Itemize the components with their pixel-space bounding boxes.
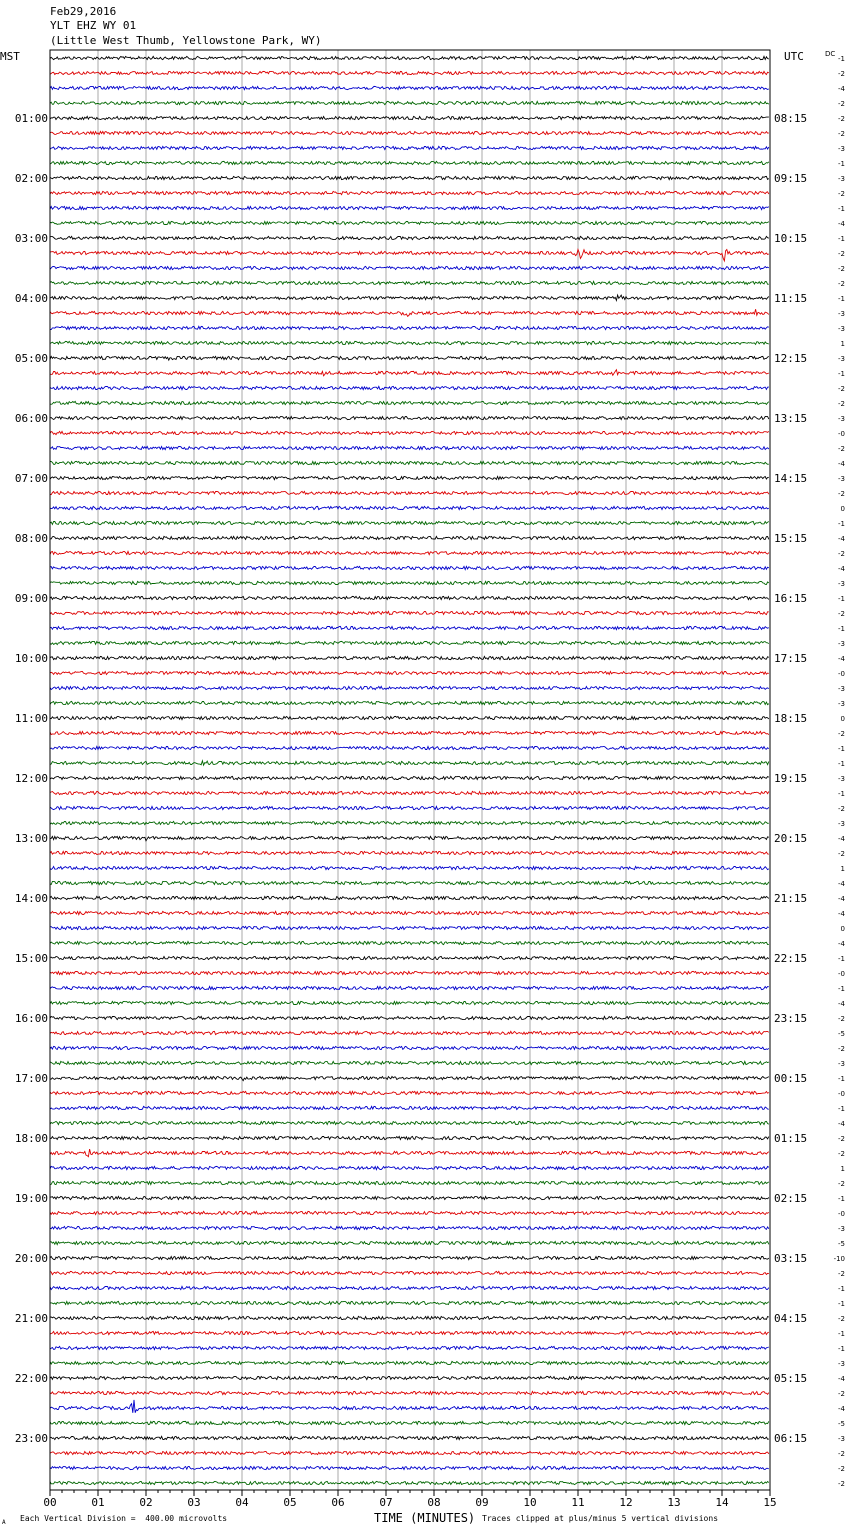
dc-offset-label: -2 (838, 70, 845, 78)
dc-offset-label: -4 (838, 460, 845, 468)
trace-line-42 (50, 686, 769, 689)
dc-offset-label: -3 (838, 1435, 845, 1443)
utc-hour-label: 20:15 (774, 832, 808, 845)
dc-offset-label: -2 (838, 1450, 845, 1458)
trace-line-10 (50, 206, 769, 209)
dc-offset-label: -4 (838, 1375, 845, 1383)
dc-offset-label: -1 (838, 1195, 845, 1203)
dc-offset-label: -0 (838, 1210, 845, 1218)
trace-line-19 (50, 341, 769, 344)
trace-line-45 (50, 731, 769, 734)
dc-offset-label: -4 (838, 895, 845, 903)
utc-hour-label: 05:15 (774, 1372, 808, 1385)
dc-offset-label: -3 (838, 700, 845, 708)
trace-line-13 (50, 250, 769, 261)
trace-line-77 (50, 1211, 769, 1214)
x-tick-label: 13 (667, 1496, 681, 1509)
trace-line-89 (50, 1391, 769, 1394)
seismic-traces (50, 56, 769, 1484)
dc-offset-label: -3 (838, 640, 845, 648)
trace-line-9 (50, 191, 769, 194)
mst-hour-label: 18:00 (14, 1132, 48, 1145)
trace-line-16 (50, 295, 769, 300)
utc-hour-label: 22:15 (774, 952, 808, 965)
dc-offset-label: -1 (838, 625, 845, 633)
dc-offset-label: -2 (838, 1315, 845, 1323)
station-location: (Little West Thumb, Yellowstone Park, WY) (50, 34, 322, 47)
dc-offset-label: -1 (838, 745, 845, 753)
trace-line-34 (50, 566, 769, 569)
trace-line-92 (50, 1436, 769, 1439)
dc-offset-label: -2 (838, 730, 845, 738)
trace-line-94 (50, 1466, 769, 1469)
trace-line-36 (50, 596, 769, 599)
trace-line-74 (50, 1166, 769, 1169)
dc-offset-label: -4 (838, 835, 845, 843)
dc-offset-label: -0 (838, 1090, 845, 1098)
dc-offset-label: -2 (838, 265, 845, 273)
utc-hour-label: 17:15 (774, 652, 808, 665)
dc-offset-label: -2 (838, 1015, 845, 1023)
mst-hour-label: 03:00 (14, 232, 48, 245)
dc-offset-label: -2 (838, 400, 845, 408)
utc-hour-label: 02:15 (774, 1192, 808, 1205)
dc-offset-label: -2 (838, 850, 845, 858)
trace-line-86 (50, 1346, 769, 1349)
dc-offset-label: -2 (838, 1390, 845, 1398)
utc-hour-label: 08:15 (774, 112, 808, 125)
dc-offset-label: -4 (838, 1000, 845, 1008)
dc-offset-label: -4 (838, 940, 845, 948)
trace-line-47 (50, 761, 769, 765)
utc-hour-label: 16:15 (774, 592, 808, 605)
dc-offset-label: -1 (838, 595, 845, 603)
dc-offset-label: -2 (838, 100, 845, 108)
trace-line-30 (50, 506, 769, 509)
trace-line-93 (50, 1451, 769, 1454)
dc-offset-label: -2 (838, 280, 845, 288)
dc-offset-label: -1 (838, 55, 845, 63)
trace-line-53 (50, 851, 769, 854)
trace-line-75 (50, 1181, 769, 1184)
trace-line-48 (50, 776, 769, 779)
station-id: YLT EHZ WY 01 (50, 19, 137, 32)
dc-offset-label: -1 (838, 160, 845, 168)
trace-line-35 (50, 581, 769, 584)
mst-hour-label: 07:00 (14, 472, 48, 485)
trace-line-91 (50, 1421, 769, 1424)
dc-offset-label: -3 (838, 325, 845, 333)
mst-hour-label: 04:00 (14, 292, 48, 305)
mst-hour-label: 05:00 (14, 352, 48, 365)
x-tick-label: 11 (571, 1496, 585, 1509)
dc-offset-label: -0 (838, 970, 845, 978)
trace-line-37 (50, 611, 769, 614)
dc-offset-label: -0 (838, 670, 845, 678)
dc-offset-label: -2 (838, 490, 845, 498)
trace-line-1 (50, 71, 769, 74)
trace-line-0 (50, 56, 769, 59)
dc-offset-label: -1 (838, 760, 845, 768)
trace-line-84 (50, 1316, 769, 1319)
trace-line-50 (50, 806, 769, 809)
utc-hour-label: 09:15 (774, 172, 808, 185)
dc-offset-label: -2 (838, 805, 845, 813)
dc-offset-label: -3 (838, 145, 845, 153)
x-tick-label: 08 (427, 1496, 441, 1509)
trace-line-88 (50, 1376, 769, 1379)
dc-offset-label: -2 (838, 1045, 845, 1053)
dc-offset-label: -2 (838, 130, 845, 138)
dc-offset-label: -0 (838, 430, 845, 438)
x-tick-label: 02 (139, 1496, 153, 1509)
chart-date: Feb29,2016 (50, 5, 117, 18)
x-tick-label: 10 (523, 1496, 537, 1509)
x-tick-label: 06 (331, 1496, 345, 1509)
trace-line-14 (50, 266, 769, 269)
scale-note: Each Vertical Division = 400.00 microvolts (20, 1514, 228, 1523)
mst-hour-label: 10:00 (14, 652, 48, 665)
trace-line-55 (50, 881, 769, 884)
dc-offset-label: -1 (838, 520, 845, 528)
trace-line-17 (50, 309, 769, 316)
dc-offset-label: -2 (838, 250, 845, 258)
trace-line-7 (50, 161, 769, 164)
trace-line-61 (50, 971, 769, 974)
trace-line-81 (50, 1271, 769, 1274)
x-axis-ticks (43, 1490, 776, 1509)
dc-offset-label: -1 (838, 1075, 845, 1083)
x-tick-label: 04 (235, 1496, 249, 1509)
corner-mark: A (2, 1519, 6, 1526)
trace-line-95 (50, 1481, 769, 1484)
trace-line-12 (50, 236, 769, 239)
trace-line-27 (50, 461, 769, 464)
trace-line-43 (50, 701, 769, 704)
mst-hour-label: 15:00 (14, 952, 48, 965)
dc-offset-label: -4 (838, 880, 845, 888)
dc-offset-label: -5 (838, 1240, 845, 1248)
dc-offset-label: -2 (838, 610, 845, 618)
trace-line-69 (50, 1091, 769, 1094)
utc-hour-label: 04:15 (774, 1312, 808, 1325)
utc-hour-label: 01:15 (774, 1132, 808, 1145)
mst-hour-label: 11:00 (14, 712, 48, 725)
utc-axis-label: UTC (784, 50, 804, 63)
trace-line-62 (50, 986, 769, 989)
trace-line-22 (50, 386, 769, 389)
utc-hour-label: 21:15 (774, 892, 808, 905)
dc-offset-label: -4 (838, 85, 845, 93)
mst-hour-label: 06:00 (14, 412, 48, 425)
dc-offset-label: -1 (838, 295, 845, 303)
dc-offset-label: -3 (838, 415, 845, 423)
trace-line-52 (50, 836, 769, 840)
dc-offset-label: -4 (838, 1120, 845, 1128)
dc-offset-label: -4 (838, 565, 845, 573)
mst-hour-label: 22:00 (14, 1372, 48, 1385)
trace-line-4 (50, 116, 769, 119)
mst-hour-label: 20:00 (14, 1252, 48, 1265)
trace-line-68 (50, 1076, 769, 1080)
trace-line-3 (50, 101, 769, 104)
trace-line-39 (50, 641, 769, 644)
dc-offset-label: 0 (840, 715, 845, 723)
trace-line-33 (50, 551, 769, 554)
utc-hour-labels (774, 112, 807, 1445)
dc-offset-label: -5 (838, 1030, 845, 1038)
mst-hour-label: 23:00 (14, 1432, 48, 1445)
dc-offset-label: -5 (838, 1420, 845, 1428)
dc-offset-label: -2 (838, 1135, 845, 1143)
dc-offset-label: -4 (838, 535, 845, 543)
dc-offset-label: -2 (838, 1150, 845, 1158)
utc-hour-label: 14:15 (774, 472, 808, 485)
dc-offset-label: 1 (840, 1165, 845, 1173)
trace-line-31 (50, 521, 769, 524)
mst-hour-label: 19:00 (14, 1192, 48, 1205)
dc-offset-label: 1 (840, 340, 845, 348)
mst-hour-label: 16:00 (14, 1012, 48, 1025)
dc-header-label: DC (825, 50, 836, 58)
trace-line-85 (50, 1331, 769, 1334)
dc-offset-label: -4 (838, 1405, 845, 1413)
trace-line-56 (50, 896, 769, 899)
trace-line-70 (50, 1106, 769, 1109)
dc-offset-label: -1 (838, 205, 845, 213)
trace-line-63 (50, 1001, 769, 1004)
trace-line-66 (50, 1046, 769, 1049)
dc-offset-label: -1 (838, 790, 845, 798)
trace-line-71 (50, 1121, 769, 1124)
dc-offset-label: -1 (838, 1105, 845, 1113)
dc-offset-label: -2 (838, 1270, 845, 1278)
trace-line-60 (50, 956, 769, 959)
trace-line-29 (50, 491, 769, 494)
dc-offset-label: -4 (838, 220, 845, 228)
x-tick-label: 15 (763, 1496, 777, 1509)
utc-hour-label: 00:15 (774, 1072, 808, 1085)
dc-offset-label: -3 (838, 820, 845, 828)
mst-hour-label: 17:00 (14, 1072, 48, 1085)
trace-line-28 (50, 476, 769, 479)
dc-offset-label: -4 (838, 655, 845, 663)
dc-offset-label: -2 (838, 385, 845, 393)
dc-offset-label: -2 (838, 190, 845, 198)
utc-hour-label: 13:15 (774, 412, 808, 425)
dc-offset-label: -3 (838, 355, 845, 363)
trace-line-72 (50, 1136, 769, 1139)
trace-line-32 (50, 536, 769, 539)
dc-offset-label: -3 (838, 685, 845, 693)
mst-axis-label: MST (0, 50, 20, 63)
trace-line-6 (50, 146, 769, 149)
trace-line-90 (50, 1400, 769, 1413)
clip-note: Traces clipped at plus/minus 5 vertical divisions (482, 1514, 719, 1523)
utc-hour-label: 23:15 (774, 1012, 808, 1025)
mst-hour-label: 21:00 (14, 1312, 48, 1325)
trace-line-51 (50, 821, 769, 824)
trace-line-73 (50, 1149, 769, 1157)
trace-line-67 (50, 1061, 769, 1064)
trace-line-23 (50, 401, 769, 404)
trace-line-59 (50, 941, 769, 944)
dc-offset-label: 1 (840, 865, 845, 873)
dc-offset-label: -3 (838, 310, 845, 318)
trace-line-83 (50, 1301, 769, 1304)
dc-offset-label: -3 (838, 1060, 845, 1068)
x-tick-label: 01 (91, 1496, 105, 1509)
trace-line-11 (50, 221, 769, 224)
x-tick-label: 03 (187, 1496, 201, 1509)
trace-line-41 (50, 671, 769, 674)
utc-hour-label: 10:15 (774, 232, 808, 245)
dc-offset-label: -3 (838, 775, 845, 783)
mst-hour-label: 14:00 (14, 892, 48, 905)
trace-line-80 (50, 1256, 769, 1259)
dc-offset-label: -2 (838, 1480, 845, 1488)
dc-offset-label: -1 (838, 1285, 845, 1293)
dc-offset-labels (834, 55, 846, 1488)
dc-offset-label: -1 (838, 985, 845, 993)
x-axis-title: TIME (MINUTES) (374, 1511, 476, 1525)
mst-hour-label: 09:00 (14, 592, 48, 605)
dc-offset-label: -10 (833, 1255, 845, 1263)
utc-hour-label: 06:15 (774, 1432, 808, 1445)
trace-line-40 (50, 656, 769, 659)
trace-line-20 (50, 356, 769, 360)
x-tick-label: 05 (283, 1496, 297, 1509)
utc-hour-label: 03:15 (774, 1252, 808, 1265)
trace-line-5 (50, 131, 769, 134)
dc-offset-label: -2 (838, 1465, 845, 1473)
trace-line-82 (50, 1286, 769, 1289)
x-tick-label: 12 (619, 1496, 633, 1509)
trace-line-57 (50, 911, 769, 914)
dc-offset-label: -4 (838, 910, 845, 918)
dc-offset-label: -1 (838, 955, 845, 963)
trace-line-2 (50, 86, 769, 89)
dc-offset-label: -3 (838, 1225, 845, 1233)
dc-offset-label: -2 (838, 1180, 845, 1188)
dc-offset-label: -1 (838, 1300, 845, 1308)
trace-line-44 (50, 716, 769, 719)
utc-hour-label: 15:15 (774, 532, 808, 545)
trace-line-76 (50, 1196, 769, 1199)
dc-offset-label: -1 (838, 235, 845, 243)
utc-hour-label: 11:15 (774, 292, 808, 305)
dc-offset-label: 0 (840, 925, 845, 933)
dc-offset-label: -2 (838, 445, 845, 453)
mst-hour-label: 13:00 (14, 832, 48, 845)
dc-offset-label: -3 (838, 475, 845, 483)
mst-hour-label: 01:00 (14, 112, 48, 125)
trace-line-26 (50, 446, 769, 449)
trace-line-24 (50, 416, 769, 419)
mst-hour-label: 08:00 (14, 532, 48, 545)
x-tick-label: 09 (475, 1496, 489, 1509)
dc-offset-label: -1 (838, 370, 845, 378)
trace-line-49 (50, 791, 769, 794)
dc-offset-label: -3 (838, 1360, 845, 1368)
x-tick-label: 00 (43, 1496, 57, 1509)
dc-offset-label: -3 (838, 175, 845, 183)
trace-line-25 (50, 431, 769, 434)
trace-line-54 (50, 866, 769, 869)
trace-line-58 (50, 926, 769, 929)
dc-offset-label: 0 (840, 505, 845, 513)
x-tick-label: 07 (379, 1496, 393, 1509)
trace-line-15 (50, 281, 769, 284)
mst-hour-label: 12:00 (14, 772, 48, 785)
trace-line-87 (50, 1361, 769, 1364)
x-tick-label: 14 (715, 1496, 729, 1509)
dc-offset-label: -2 (838, 550, 845, 558)
trace-line-64 (50, 1016, 769, 1019)
utc-hour-label: 18:15 (774, 712, 808, 725)
utc-hour-label: 12:15 (774, 352, 808, 365)
trace-line-8 (50, 176, 769, 179)
dc-offset-label: -3 (838, 580, 845, 588)
trace-line-46 (50, 746, 769, 749)
trace-line-18 (50, 326, 769, 329)
dc-offset-label: -1 (838, 1330, 845, 1338)
trace-line-65 (50, 1031, 769, 1034)
utc-hour-label: 19:15 (774, 772, 808, 785)
dc-offset-label: -2 (838, 115, 845, 123)
trace-line-38 (50, 626, 769, 629)
trace-line-79 (50, 1241, 769, 1244)
trace-line-21 (50, 370, 769, 376)
trace-line-78 (50, 1226, 769, 1229)
dc-offset-label: -1 (838, 1345, 845, 1353)
mst-hour-labels (15, 112, 48, 1445)
mst-hour-label: 02:00 (14, 172, 48, 185)
